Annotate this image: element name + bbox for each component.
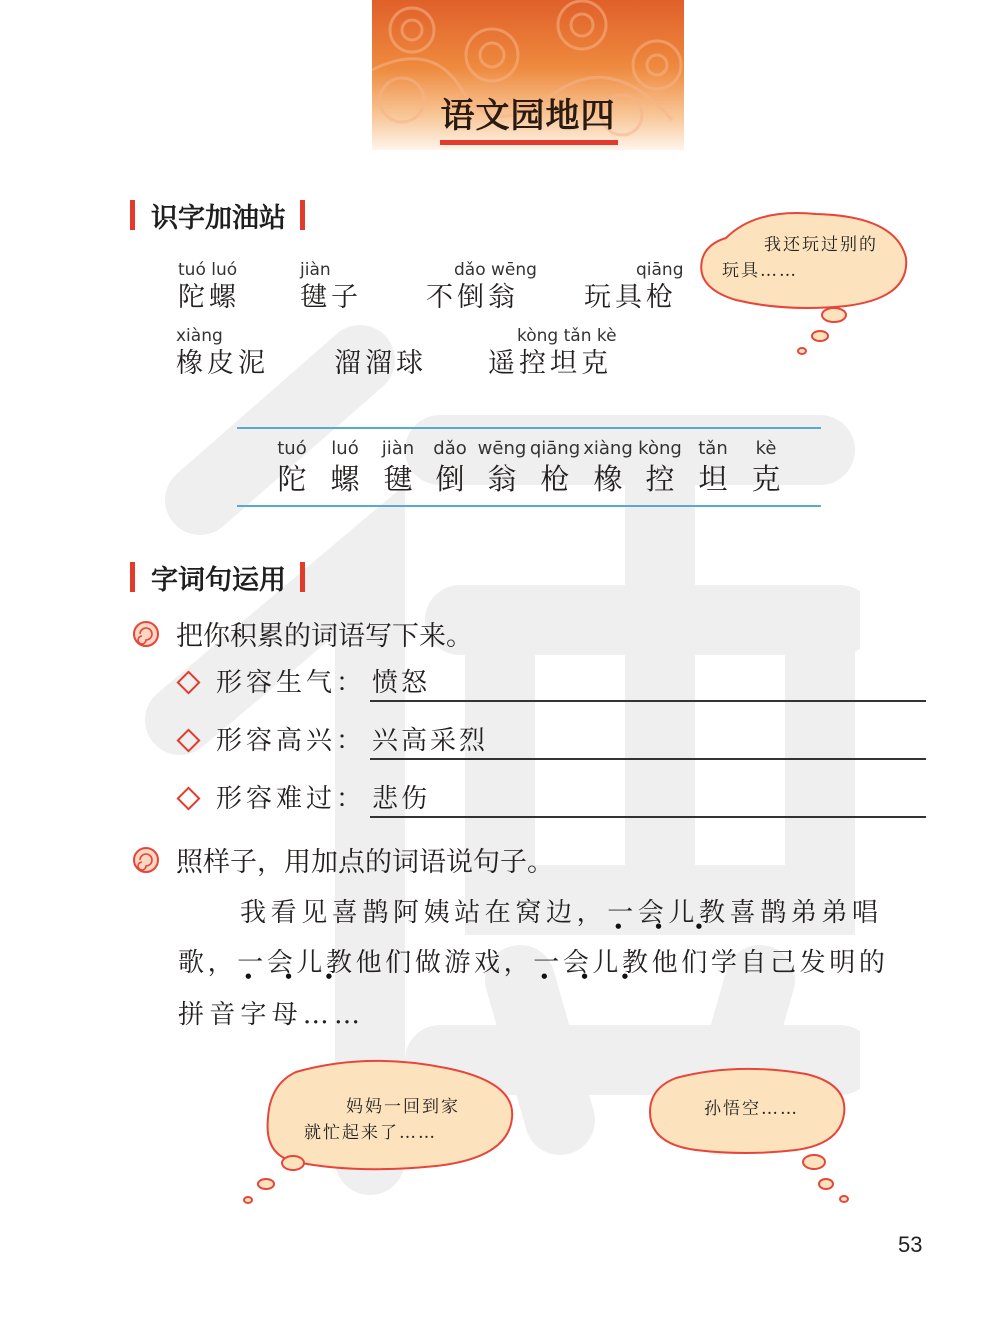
- diamond-bullet-icon: [176, 670, 200, 694]
- word-item: [426, 260, 537, 314]
- character-glyph: 螺: [330, 462, 360, 496]
- page-number: 53: [898, 1232, 923, 1257]
- heading-bar-right: [300, 200, 305, 230]
- bubble-text-line2: 就忙起来了……: [304, 1123, 437, 1143]
- spiral-bullet-icon: [132, 620, 160, 648]
- character-pinyin: xiàng: [583, 438, 633, 459]
- answer-underline: [370, 816, 926, 818]
- fill-prompt: 形容难过：: [216, 784, 367, 814]
- fill-answer[interactable]: 兴高采烈: [372, 726, 489, 756]
- rule-bottom: [237, 505, 821, 507]
- dotted-word: 一会儿 ● ● ●: [607, 892, 699, 929]
- word-item: [334, 326, 427, 380]
- word-chars: 橡皮泥: [176, 348, 269, 379]
- fill-row: [178, 778, 926, 818]
- sentence-text: 教他们做游戏，: [326, 948, 534, 978]
- fill-answer[interactable]: 愤怒: [372, 668, 431, 698]
- character-pinyin: luó: [331, 438, 359, 459]
- fill-prompt: 形容高兴：: [216, 726, 367, 756]
- character-cell: [685, 438, 741, 496]
- word-chars: 不倒翁: [426, 282, 519, 313]
- character-glyph: 枪: [540, 462, 570, 496]
- character-pinyin: wēng: [477, 438, 527, 459]
- character-glyph: 橡: [593, 462, 623, 496]
- header-banner: [372, 0, 684, 150]
- character-cell: [580, 438, 636, 496]
- character-pinyin: kòng: [638, 438, 682, 459]
- character-cell: [370, 438, 426, 496]
- word-chars: 毽子: [300, 282, 362, 313]
- character-glyph: 克: [751, 462, 781, 496]
- heading-bar-right: [300, 562, 305, 592]
- word-chars: 陀螺: [178, 282, 240, 313]
- bubble-text-line1: 我还玩过别的: [764, 235, 878, 255]
- fill-prompt: 形容生气：: [216, 668, 367, 698]
- character-pinyin: kè: [755, 438, 777, 459]
- character-pinyin: tǎn: [698, 438, 728, 459]
- character-cell: [738, 438, 794, 496]
- sentence-text: 教他们学自己发明的: [622, 948, 889, 978]
- thought-bubble: [646, 1066, 850, 1206]
- thought-bubble: [236, 1058, 526, 1208]
- title-underline: [440, 140, 618, 145]
- spiral-bullet-icon: [132, 846, 160, 874]
- example-line-2: [178, 942, 938, 979]
- character-glyph: 陀: [277, 462, 307, 496]
- word-pinyin: [334, 326, 427, 348]
- character-cell: [264, 438, 320, 496]
- character-cell: [317, 438, 373, 496]
- section-title: 字词句运用: [151, 564, 286, 596]
- character-pinyin: qiāng: [529, 438, 581, 459]
- bubble-text-line1: 妈妈一回到家: [346, 1097, 460, 1117]
- task-instruction: 把你积累的词语写下来。: [176, 621, 473, 652]
- task-2: [132, 840, 554, 879]
- example-line-1: [240, 892, 940, 929]
- answer-underline: [370, 700, 926, 702]
- word-item: [584, 260, 684, 314]
- task-instruction: 照样子，用加点的词语说句子。: [176, 847, 554, 878]
- word-item: [488, 326, 617, 380]
- word-item: [178, 260, 240, 314]
- word-pinyin: dǎo wēng: [454, 260, 537, 280]
- word-item: [300, 260, 362, 314]
- character-cell: [422, 438, 478, 496]
- word-pinyin: tuó luó: [178, 260, 238, 280]
- word-pinyin: qiāng: [636, 260, 684, 280]
- word-pinyin: xiàng: [176, 326, 223, 346]
- dotted-word: 一会儿 ● ● ●: [237, 942, 326, 979]
- section-heading-usage: [130, 560, 305, 594]
- character-glyph: 倒: [435, 462, 465, 496]
- page-title: 语文园地四: [440, 96, 616, 136]
- character-glyph: 控: [645, 462, 675, 496]
- section-title: 识字加油站: [151, 202, 286, 234]
- word-chars: 遥控坦克: [488, 348, 612, 379]
- character-pinyin: jiàn: [381, 438, 415, 459]
- sentence-text: 教喜鹊弟弟唱: [699, 898, 883, 928]
- character-cell: [527, 438, 583, 496]
- sentence-text: 歌，: [178, 948, 238, 978]
- word-item: [176, 326, 269, 380]
- fill-row: [178, 662, 926, 702]
- rule-top: [237, 427, 821, 429]
- diamond-bullet-icon: [176, 786, 200, 810]
- character-cell: [474, 438, 530, 496]
- word-chars: 玩具枪: [584, 282, 677, 313]
- thought-bubble: [696, 208, 912, 358]
- character-pinyin: dǎo: [433, 438, 467, 459]
- task-1: [132, 614, 473, 653]
- character-pinyin: tuó: [277, 438, 307, 459]
- bubble-text: 孙悟空……: [704, 1099, 799, 1119]
- character-glyph: 毽: [383, 462, 413, 496]
- dotted-word: 一会儿 ● ● ●: [533, 942, 622, 979]
- character-glyph: 坦: [698, 462, 728, 496]
- example-line-3: [178, 994, 938, 1031]
- bubble-shape: [646, 1066, 850, 1206]
- diamond-bullet-icon: [176, 728, 200, 752]
- fill-answer[interactable]: 悲伤: [372, 784, 431, 814]
- word-pinyin: kòng tǎn kè: [517, 326, 617, 346]
- character-glyph: 翁: [487, 462, 517, 496]
- sentence-text: 拼音字母……: [178, 1000, 366, 1030]
- word-pinyin: jiàn: [300, 260, 331, 280]
- character-cell: [632, 438, 688, 496]
- answer-underline: [370, 758, 926, 760]
- bubble-text-line2: 玩具……: [722, 261, 798, 281]
- sentence-text: 我看见喜鹊阿姨站在窝边，: [240, 898, 608, 928]
- fill-row: [178, 720, 926, 760]
- word-chars: 溜溜球: [334, 348, 427, 379]
- section-heading-literacy: [130, 198, 305, 232]
